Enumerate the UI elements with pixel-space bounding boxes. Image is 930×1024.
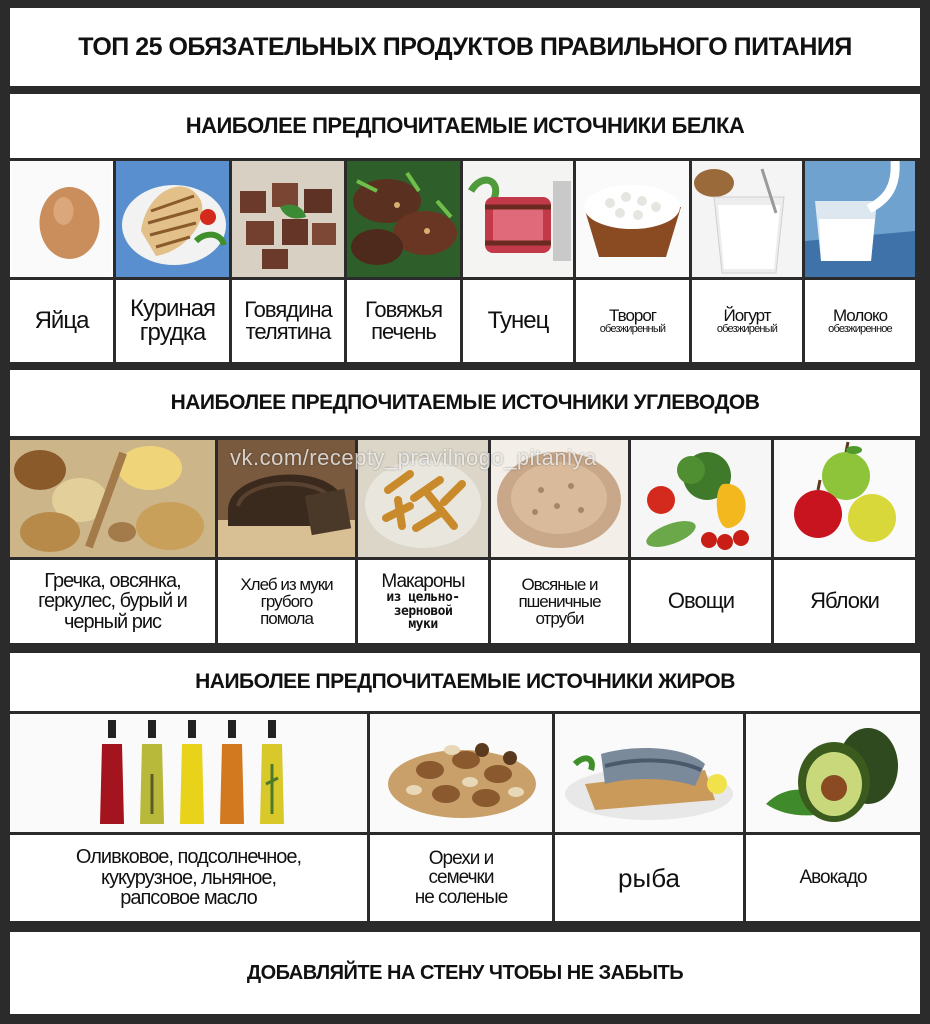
carbs-labels-row bbox=[10, 560, 920, 643]
oil-bottles-icon bbox=[10, 714, 367, 832]
protein-label: Говяжья печень bbox=[347, 280, 460, 362]
protein-image-liver bbox=[347, 161, 460, 277]
section-heading-protein: НАИБОЛЕЕ ПРЕДПОЧИТАЕМЫЕ ИСТОЧНИКИ БЕЛКА bbox=[10, 94, 920, 158]
cottage-cheese-icon bbox=[576, 161, 689, 277]
fats-image-oils bbox=[10, 714, 367, 832]
carbs-label: Овсяные и пшеничные отруби bbox=[491, 560, 628, 643]
watermark: vk.com/recepty_pravilnogo_pitaniya bbox=[230, 445, 597, 470]
beef-icon bbox=[232, 161, 344, 277]
yogurt-icon bbox=[692, 161, 802, 277]
carbs-label: Овощи bbox=[631, 560, 771, 643]
avocado-icon bbox=[746, 714, 920, 832]
milk-icon bbox=[805, 161, 915, 277]
protein-label: Говядина телятина bbox=[232, 280, 344, 362]
protein-image-milk bbox=[805, 161, 915, 277]
protein-label: Молоко обезжиренное bbox=[805, 280, 915, 362]
fats-labels-row bbox=[10, 835, 920, 921]
protein-image-beef bbox=[232, 161, 344, 277]
fats-image-avocado bbox=[746, 714, 920, 832]
carbs-image-apples bbox=[774, 440, 915, 557]
protein-image-cottage-cheese bbox=[576, 161, 689, 277]
fats-image-fish bbox=[555, 714, 743, 832]
protein-labels-row bbox=[10, 280, 920, 362]
fats-label: Авокадо bbox=[746, 835, 920, 921]
protein-label: Тунец bbox=[463, 280, 573, 362]
carbs-label: Яблоки bbox=[774, 560, 915, 643]
protein-label: Яйца bbox=[10, 280, 113, 362]
chicken-breast-icon bbox=[116, 161, 229, 277]
carbs-label: Макароны из цельно- зерновой муки bbox=[358, 560, 488, 643]
liver-icon bbox=[347, 161, 460, 277]
fats-label: Оливковое, подсолнечное, кукурузное, льняное, рапсовое масло bbox=[10, 835, 367, 921]
egg-icon bbox=[10, 161, 113, 277]
protein-image-yogurt bbox=[692, 161, 802, 277]
section-heading-carbs: НАИБОЛЕЕ ПРЕДПОЧИТАЕМЫЕ ИСТОЧНИКИ УГЛЕВОДОВ bbox=[10, 370, 920, 436]
grains-icon bbox=[10, 440, 215, 557]
section-heading-fats: НАИБОЛЕЕ ПРЕДПОЧИТАЕМЫЕ ИСТОЧНИКИ ЖИРОВ bbox=[10, 653, 920, 711]
carbs-image-grains bbox=[10, 440, 215, 557]
tuna-icon bbox=[463, 161, 573, 277]
protein-images-row bbox=[10, 161, 920, 277]
fish-icon bbox=[555, 714, 743, 832]
protein-image-tuna bbox=[463, 161, 573, 277]
fats-label: Орехи и семечки не соленые bbox=[370, 835, 552, 921]
footer-text: ДОБАВЛЯЙТЕ НА СТЕНУ ЧТОБЫ НЕ ЗАБЫТЬ bbox=[10, 932, 920, 1014]
protein-image-chicken bbox=[116, 161, 229, 277]
protein-label: Куриная грудка bbox=[116, 280, 229, 362]
protein-label: Творог обезжиренный bbox=[576, 280, 689, 362]
protein-image-eggs bbox=[10, 161, 113, 277]
apples-icon bbox=[774, 440, 915, 557]
fats-images-row bbox=[10, 714, 920, 832]
protein-label: Йогурт обезжиреный bbox=[692, 280, 802, 362]
carbs-label: Хлеб из муки грубого помола bbox=[218, 560, 355, 643]
carbs-label: Гречка, овсянка, геркулес, бурый и черный рис bbox=[10, 560, 215, 643]
page-title: ТОП 25 ОБЯЗАТЕЛЬНЫХ ПРОДУКТОВ ПРАВИЛЬНОГО ПИТАНИЯ bbox=[10, 8, 920, 86]
nuts-icon bbox=[370, 714, 552, 832]
fats-image-nuts bbox=[370, 714, 552, 832]
fats-label: рыба bbox=[555, 835, 743, 921]
